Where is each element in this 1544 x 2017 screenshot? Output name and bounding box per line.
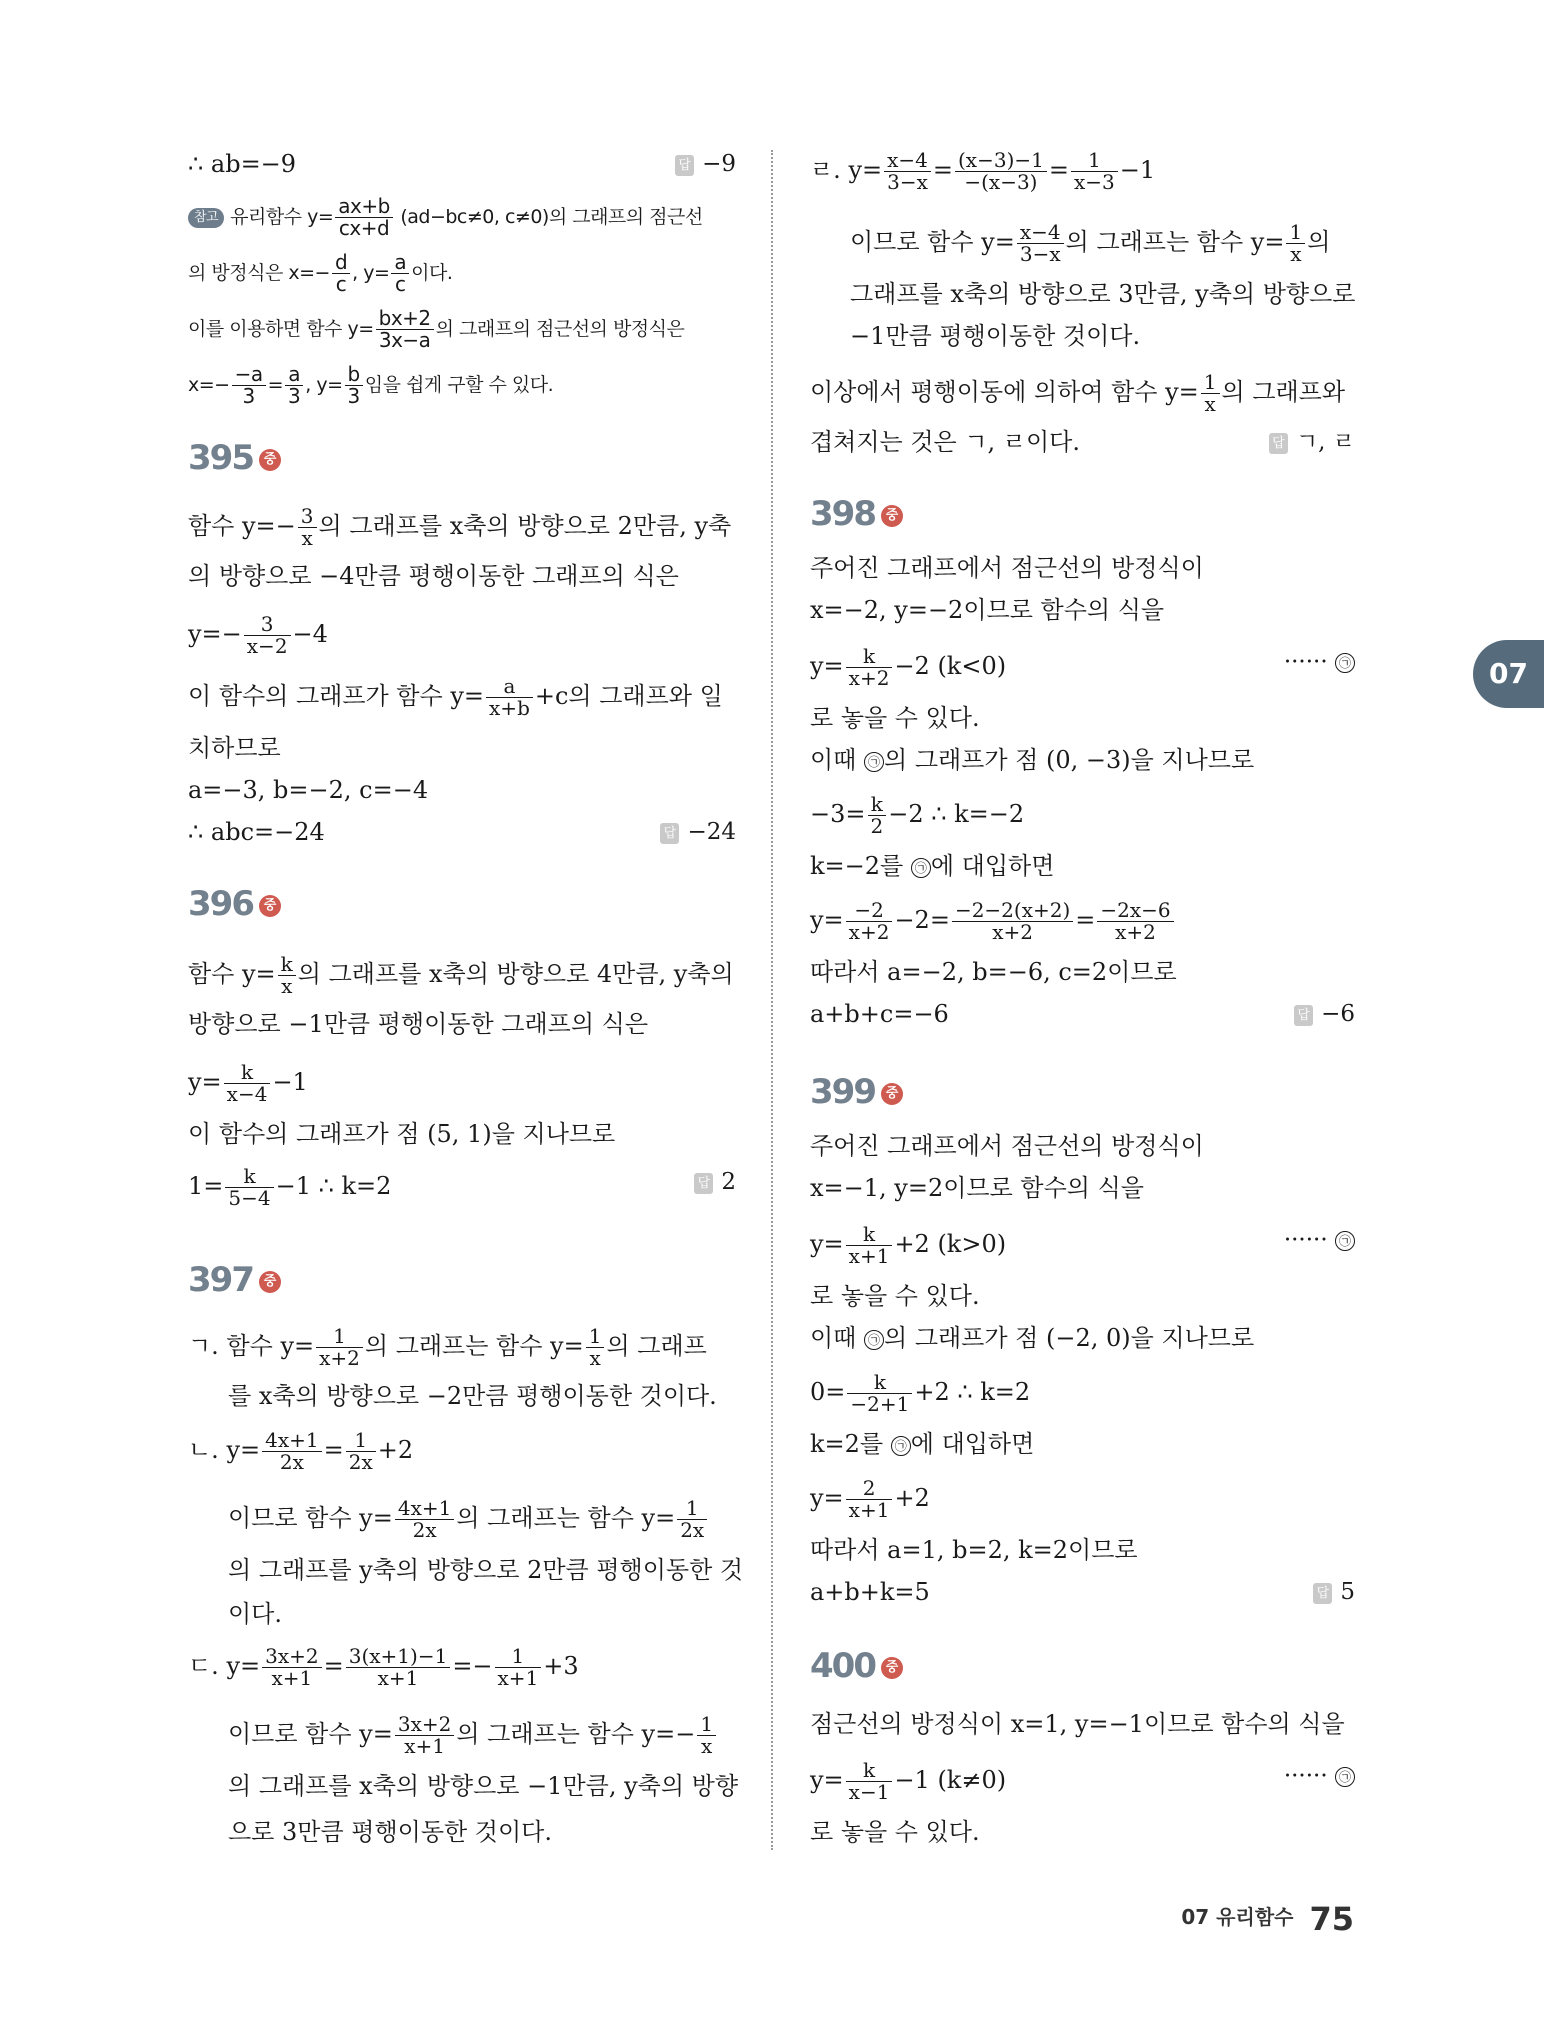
line: 의 그래프를 y축의 방향으로 2만큼 평행이동한 것: [228, 1556, 744, 1584]
line: ㄱ. 함수 y= $\frac{1}{x+2}$ 의 그래프는 함수 y= $\frac{1}{x}$ 의 그래프: [188, 1324, 707, 1370]
line: ㄷ. y= $\frac{3x+2}{x+1}$ = $\frac{3(x+1)-1}{x+1}$ =− $\frac{1}{x+1}$ +3: [188, 1644, 579, 1690]
answer: 답 −24: [660, 816, 736, 848]
problem-number: 398 중: [810, 494, 903, 534]
answer: 답 ㄱ, ㄹ: [1269, 426, 1355, 458]
fraction: $\frac{(x-3)-1}{-(x-3)}$: [955, 150, 1047, 193]
fraction: $\frac{k}{x-1}$: [846, 1760, 893, 1803]
equation-marker: ······ ㉠: [1284, 646, 1355, 678]
answer: 답 5: [1313, 1576, 1355, 1608]
problem-number: 397 중: [188, 1260, 281, 1300]
difficulty-badge: 중: [259, 1271, 281, 1293]
line: y= $\frac{2}{x+1}$ +2: [810, 1476, 930, 1522]
line: 방향으로 −1만큼 평행이동한 그래프의 식은: [188, 1010, 649, 1038]
page-number: 75: [1309, 1900, 1354, 1938]
line: 로 놓을 수 있다.: [810, 704, 980, 732]
line: 그래프를 x축의 방향으로 3만큼, y축의 방향으로: [850, 280, 1356, 308]
chapter-tab-label: 07: [1489, 657, 1528, 690]
fraction: $\frac{k}{x}$: [278, 954, 296, 997]
equation-marker: ······ ㉠: [1284, 1224, 1355, 1256]
fraction: $\frac{3}{x}$: [298, 506, 317, 549]
fraction: $\frac{2}{x+1}$: [846, 1478, 893, 1521]
reference-note: 이를 이용하면 함수 y= $\frac{bx+2}{3x-a}$ 의 그래프의 점근선의 방정식은: [188, 306, 685, 352]
line: 이상에서 평행이동에 의하여 함수 y= $\frac{1}{x}$ 의 그래프와: [810, 370, 1346, 416]
line: 이므로 함수 y= $\frac{4x+1}{2x}$ 의 그래프는 함수 y= $\frac{1}{2x}$: [188, 1498, 776, 1541]
line: ∴ abc=−24 답 −24: [188, 818, 736, 846]
line: −1만큼 평행이동한 것이다.: [850, 322, 1141, 350]
difficulty-badge: 중: [259, 449, 281, 471]
fraction: $\frac{ax+b}{cx+d}$: [335, 196, 393, 239]
answer: 답 2: [694, 1166, 736, 1198]
line: y= $\frac{k}{x-1}$ −1 (k≠0) ······ ㉠: [810, 1760, 1355, 1803]
fraction: $\frac{-2x-6}{x+2}$: [1097, 900, 1173, 943]
circled-symbol: ㉠: [911, 858, 931, 878]
answer: 답 −9: [675, 148, 736, 180]
problem-number: 396 중: [188, 884, 281, 924]
fraction: $\frac{k}{x+2}$: [846, 646, 893, 689]
reference-note: x=− $\frac{-a}{3}$ = $\frac{a}{3}$ , y= $\frac{b}{3}$ 임을 쉽게 구할 수 있다.: [188, 362, 554, 408]
answer-icon: 답: [694, 1173, 713, 1194]
line: k=2를 ㉠ 에 대입하면: [810, 1430, 1035, 1458]
line: 함수 y= $\frac{k}{x}$ 의 그래프를 x축의 방향으로 4만큼, y축의: [188, 952, 734, 998]
line: 를 x축의 방향으로 −2만큼 평행이동한 것이다.: [228, 1382, 717, 1410]
fraction: $\frac{4x+1}{2x}$: [395, 1498, 455, 1541]
line: 주어진 그래프에서 점근선의 방정식이: [810, 1132, 1204, 1160]
fraction: $\frac{1}{x}$: [586, 1326, 605, 1369]
line: 이때 ㉠ 의 그래프가 점 (−2, 0)을 지나므로: [810, 1324, 1255, 1352]
line: 0= $\frac{k}{-2+1}$ +2 ∴ k=2: [810, 1370, 1031, 1416]
fraction: $\frac{k}{5-4}$: [225, 1166, 273, 1209]
answer-icon: 답: [660, 823, 679, 844]
fraction: $\frac{4x+1}{2x}$: [262, 1430, 322, 1473]
difficulty-badge: 중: [881, 1083, 903, 1105]
line: 으로 3만큼 평행이동한 것이다.: [228, 1818, 552, 1846]
column-divider: [771, 150, 773, 1850]
fraction: $\frac{1}{x}$: [1201, 372, 1220, 415]
line: a=−3, b=−2, c=−4: [188, 776, 429, 804]
circled-symbol: ㉠: [1335, 1231, 1355, 1251]
fraction: $\frac{-a}{3}$: [232, 364, 266, 407]
line: 따라서 a=1, b=2, k=2이므로: [810, 1536, 1138, 1564]
circled-symbol: ㉠: [864, 752, 884, 772]
line: ㄹ. y= $\frac{x-4}{3-x}$ = $\frac{(x-3)-1}{-(x-3)}$ = $\frac{1}{x-3}$ −1: [810, 148, 1156, 194]
fraction: $\frac{3}{x-2}$: [244, 614, 291, 657]
reference-note: 참고 유리함수 y= $\frac{ax+b}{cx+d}$ (ad−bc≠0, c≠0)의 그래프의 점근선: [188, 196, 736, 239]
fraction: $\frac{1}{x+2}$: [316, 1326, 363, 1369]
line: ∴ ab=−9 답 −9: [188, 150, 736, 178]
line: 이다.: [228, 1600, 282, 1628]
answer-icon: 답: [675, 155, 694, 176]
difficulty-badge: 중: [881, 1657, 903, 1679]
problem-number: 400 중: [810, 1646, 903, 1686]
circled-symbol: ㉠: [1335, 1767, 1355, 1787]
chapter-title: 07 유리함수: [1181, 1905, 1294, 1929]
line: y= $\frac{k}{x-4}$ −1: [188, 1060, 308, 1106]
fraction: $\frac{k}{-2+1}$: [847, 1372, 912, 1415]
line: 의 방향으로 −4만큼 평행이동한 그래프의 식은: [188, 562, 679, 590]
fraction: $\frac{bx+2}{3x-a}$: [376, 308, 434, 351]
difficulty-badge: 중: [881, 505, 903, 527]
fraction: $\frac{1}{2x}$: [677, 1498, 707, 1541]
answer-icon: 답: [1269, 433, 1288, 454]
answer: 답 −6: [1294, 998, 1355, 1030]
fraction: $\frac{x-4}{3-x}$: [1017, 222, 1064, 265]
line: 이때 ㉠ 의 그래프가 점 (0, −3)을 지나므로: [810, 746, 1255, 774]
fraction: $\frac{d}{c}$: [332, 252, 350, 295]
line: 겹쳐지는 것은 ㄱ, ㄹ이다. 답 ㄱ, ㄹ: [810, 428, 1355, 456]
fraction: $\frac{1}{x}$: [697, 1714, 716, 1757]
fraction: $\frac{a}{3}$: [285, 364, 303, 407]
fraction: $\frac{a}{c}$: [391, 252, 409, 295]
fraction: $\frac{1}{2x}$: [346, 1430, 376, 1473]
line: 치하므로: [188, 734, 281, 762]
page-footer: [1181, 1900, 1354, 1938]
chapter-tab: [1473, 640, 1544, 708]
reference-note: 의 방정식은 x=− $\frac{d}{c}$ , y= $\frac{a}{c}$ 이다.: [188, 250, 453, 296]
line: a+b+k=5 답 5: [810, 1578, 1355, 1606]
line: x=−2, y=−2이므로 함수의 식을: [810, 596, 1165, 624]
line: y=− $\frac{3}{x-2}$ −4: [188, 612, 328, 658]
line: y= $\frac{k}{x+2}$ −2 (k<0) ······ ㉠: [810, 646, 1355, 689]
line: 점근선의 방정식이 x=1, y=−1이므로 함수의 식을: [810, 1710, 1345, 1738]
fraction: $\frac{-2-2(x+2)}{x+2}$: [952, 900, 1073, 943]
line: 이므로 함수 y= $\frac{x-4}{3-x}$ 의 그래프는 함수 y= $\frac{1}{x}$ 의: [850, 220, 1331, 266]
problem-number: 399 중: [810, 1072, 903, 1112]
line: a+b+c=−6 답 −6: [810, 1000, 1355, 1028]
line: 이 함수의 그래프가 점 (5, 1)을 지나므로: [188, 1120, 616, 1148]
line: ㄴ. y= $\frac{4x+1}{2x}$ = $\frac{1}{2x}$ +2: [188, 1428, 414, 1474]
fraction: $\frac{k}{x-4}$: [224, 1062, 271, 1105]
line: 따라서 a=−2, b=−6, c=2이므로: [810, 958, 1177, 986]
fraction: $\frac{a}{x+b}$: [486, 676, 533, 719]
fraction: $\frac{b}{3}$: [345, 364, 363, 407]
line: y= $\frac{-2}{x+2}$ −2= $\frac{-2-2(x+2)}{x+2}$ = $\frac{-2x-6}{x+2}$: [810, 900, 1355, 943]
line: 의 그래프를 x축의 방향으로 −1만큼, y축의 방향: [228, 1772, 739, 1800]
fraction: $\frac{3x+2}{x+1}$: [395, 1714, 455, 1757]
fraction: $\frac{-2}{x+2}$: [846, 900, 893, 943]
circled-symbol: ㉠: [1335, 653, 1355, 673]
line: 함수 y=− $\frac{3}{x}$ 의 그래프를 x축의 방향으로 2만큼, y축: [188, 504, 732, 550]
line: 이 함수의 그래프가 함수 y= $\frac{a}{x+b}$ +c의 그래프와 일: [188, 674, 723, 720]
fraction: $\frac{1}{x}$: [1286, 222, 1305, 265]
fraction: $\frac{k}{2}$: [868, 794, 887, 837]
difficulty-badge: 중: [259, 895, 281, 917]
fraction: $\frac{3(x+1)-1}{x+1}$: [346, 1646, 451, 1689]
circled-symbol: ㉠: [864, 1330, 884, 1350]
fraction: $\frac{3x+2}{x+1}$: [262, 1646, 322, 1689]
line: x=−1, y=2이므로 함수의 식을: [810, 1174, 1144, 1202]
line: k=−2를 ㉠ 에 대입하면: [810, 852, 1055, 880]
line: 로 놓을 수 있다.: [810, 1818, 980, 1846]
line: 1= $\frac{k}{5-4}$ −1 ∴ k=2 답 2: [188, 1164, 736, 1210]
reference-icon: 참고: [188, 208, 224, 228]
answer-icon: 답: [1294, 1005, 1313, 1026]
problem-number: 395 중: [188, 438, 281, 478]
answer-icon: 답: [1313, 1583, 1332, 1604]
fraction: $\frac{1}{x+1}$: [495, 1646, 542, 1689]
fraction: $\frac{1}{x-3}$: [1071, 150, 1118, 193]
fraction: $\frac{k}{x+1}$: [846, 1224, 893, 1267]
fraction: $\frac{x-4}{3-x}$: [884, 150, 931, 193]
line: y= $\frac{k}{x+1}$ +2 (k>0) ······ ㉠: [810, 1224, 1355, 1267]
equation-marker: ······ ㉠: [1284, 1760, 1355, 1792]
circled-symbol: ㉠: [891, 1436, 911, 1456]
line: 이므로 함수 y= $\frac{3x+2}{x+1}$ 의 그래프는 함수 y=− $\frac{1}{x}$: [188, 1714, 776, 1757]
line: −3= $\frac{k}{2}$ −2 ∴ k=−2: [810, 792, 1025, 838]
line: 주어진 그래프에서 점근선의 방정식이: [810, 554, 1204, 582]
line: 로 놓을 수 있다.: [810, 1282, 980, 1310]
